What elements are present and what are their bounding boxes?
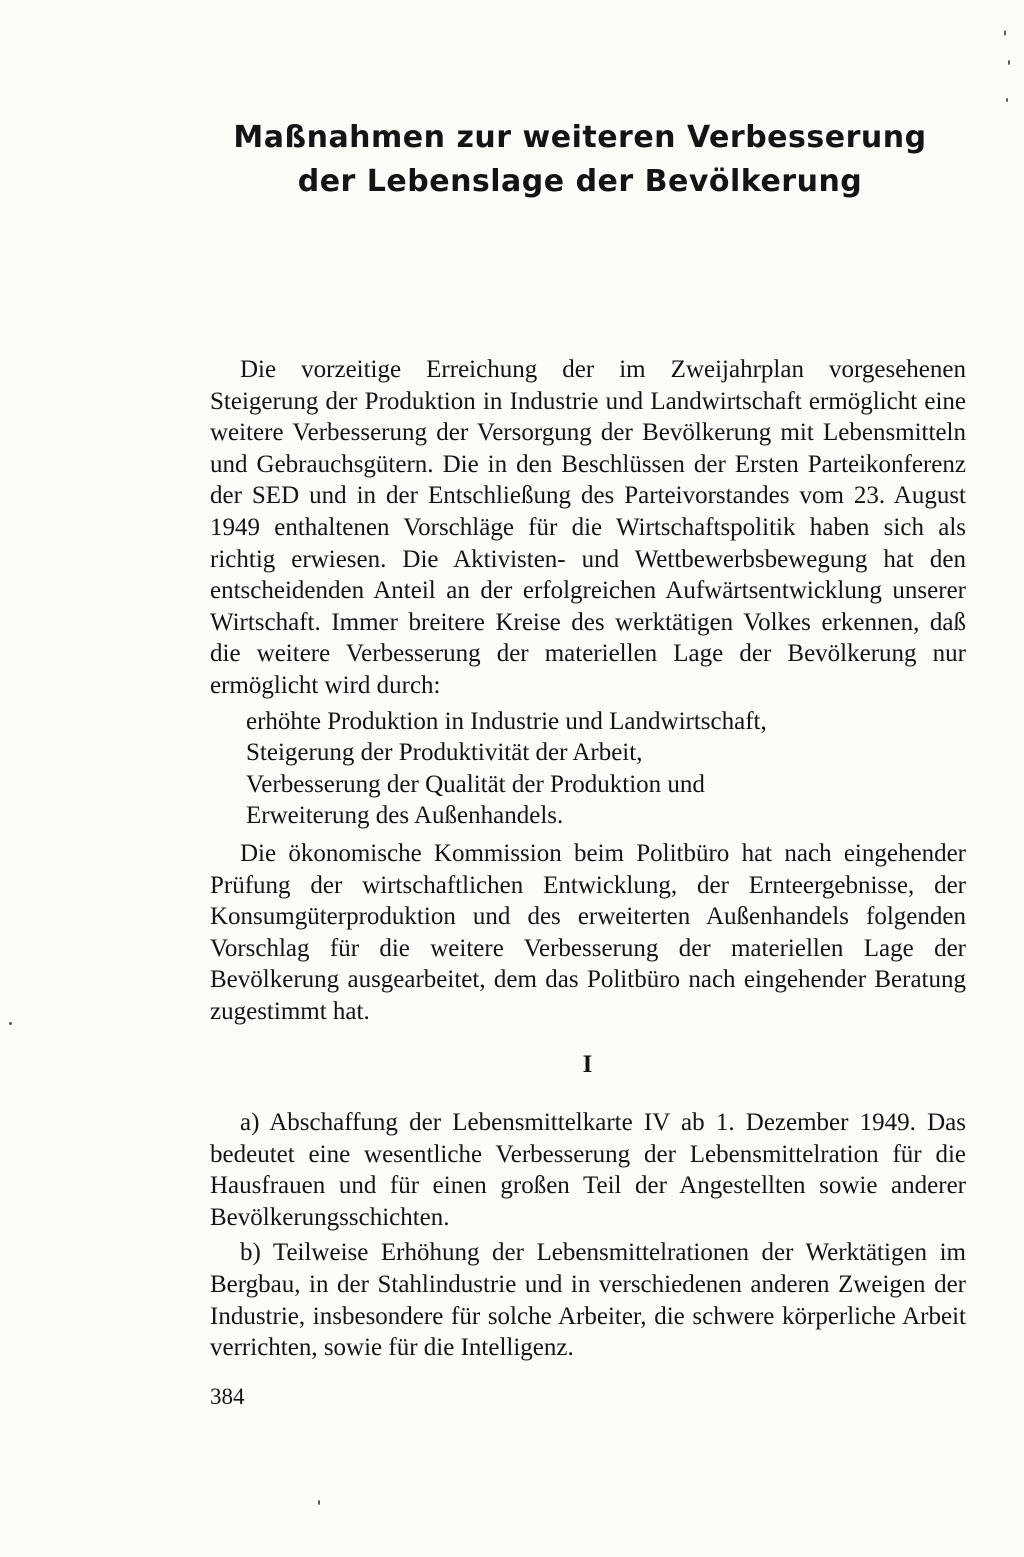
list-item: Erweiterung des Außenhandels.	[246, 802, 564, 830]
title-line-1: Maßnahmen zur weiteren Verbesserung	[233, 120, 927, 155]
scan-speck	[1004, 30, 1006, 36]
measures-list	[246, 706, 966, 832]
document-title	[200, 116, 960, 204]
list-item: Verbesserung der Qualität der Produktion und	[246, 770, 705, 798]
scan-speck	[318, 1500, 320, 1505]
document-body	[210, 354, 966, 1364]
commission-paragraph: Die ökonomische Kommission beim Politbüro hat nach eingehender Prüfung der wirtschaftlichen Entwicklung, der Ernteergebnisse, der Konsumgüterproduktion und des erweiterten Außenhandels folgenden Vorschlag für die weitere Verbesserung der materiellen Lage der Bevölkerung ausgearbeitet, dem das Politbüro nach eingehender Beratung zugestimmt hat.	[210, 839, 966, 1025]
list-item: erhöhte Produktion in Industrie und Landwirtschaft,	[246, 707, 767, 735]
scan-speck	[9, 1022, 12, 1025]
section-paragraph-a: a) Abschaffung der Lebensmittelkarte IV ab 1. Dezember 1949. Das bedeutet eine wesentliche Verbesserung der Lebensmittelration für die Hausfrauen und für einen großen Teil der Angestellten sowie anderer Bevölkerungsschichten.	[210, 1109, 966, 1231]
scan-speck	[1006, 98, 1008, 102]
list-item: Steigerung der Produktivität der Arbeit,	[246, 739, 643, 767]
section-paragraph-b: b) Teilweise Erhöhung der Lebensmittelrationen der Werktätigen im Bergbau, in der Stahlindustrie und in verschiedenen anderen Zweigen der Industrie, insbesondere für solche Arbeiter, die schwere körperliche Arbeit verrichten, sowie für die Intelligenz.	[210, 1239, 966, 1362]
intro-paragraph: Die vorzeitige Erreichung der im Zweijahrplan vorgesehenen Steigerung der Produktion in Industrie und Landwirtschaft ermöglicht eine weitere Verbesserung der Versorgung der Bevölkerung mit Lebensmitteln und Gebrauchsgütern. Die in den Beschlüssen der Ersten Parteikonferenz der SED und in der Entschließung des Parteivorstandes vom 23. August 1949 enthaltenen Vorschläge für die Wirtschaftspolitik haben sich als richtig erwiesen. Die Aktivisten- und Wettbewerbsbewegung hat den entscheidenden Anteil an der erfolgreichen Aufwärtsentwicklung unserer Wirtschaft. Immer breitere Kreise des werktätigen Volkes erkennen, daß die weitere Verbesserung der materiellen Lage der Bevölkerung nur ermöglicht wird durch:	[210, 356, 966, 699]
section-number: I	[582, 1051, 594, 1079]
scan-speck	[1008, 60, 1010, 65]
page-number: 384	[210, 1384, 245, 1409]
title-line-2: der Lebenslage der Bevölkerung	[297, 164, 863, 199]
